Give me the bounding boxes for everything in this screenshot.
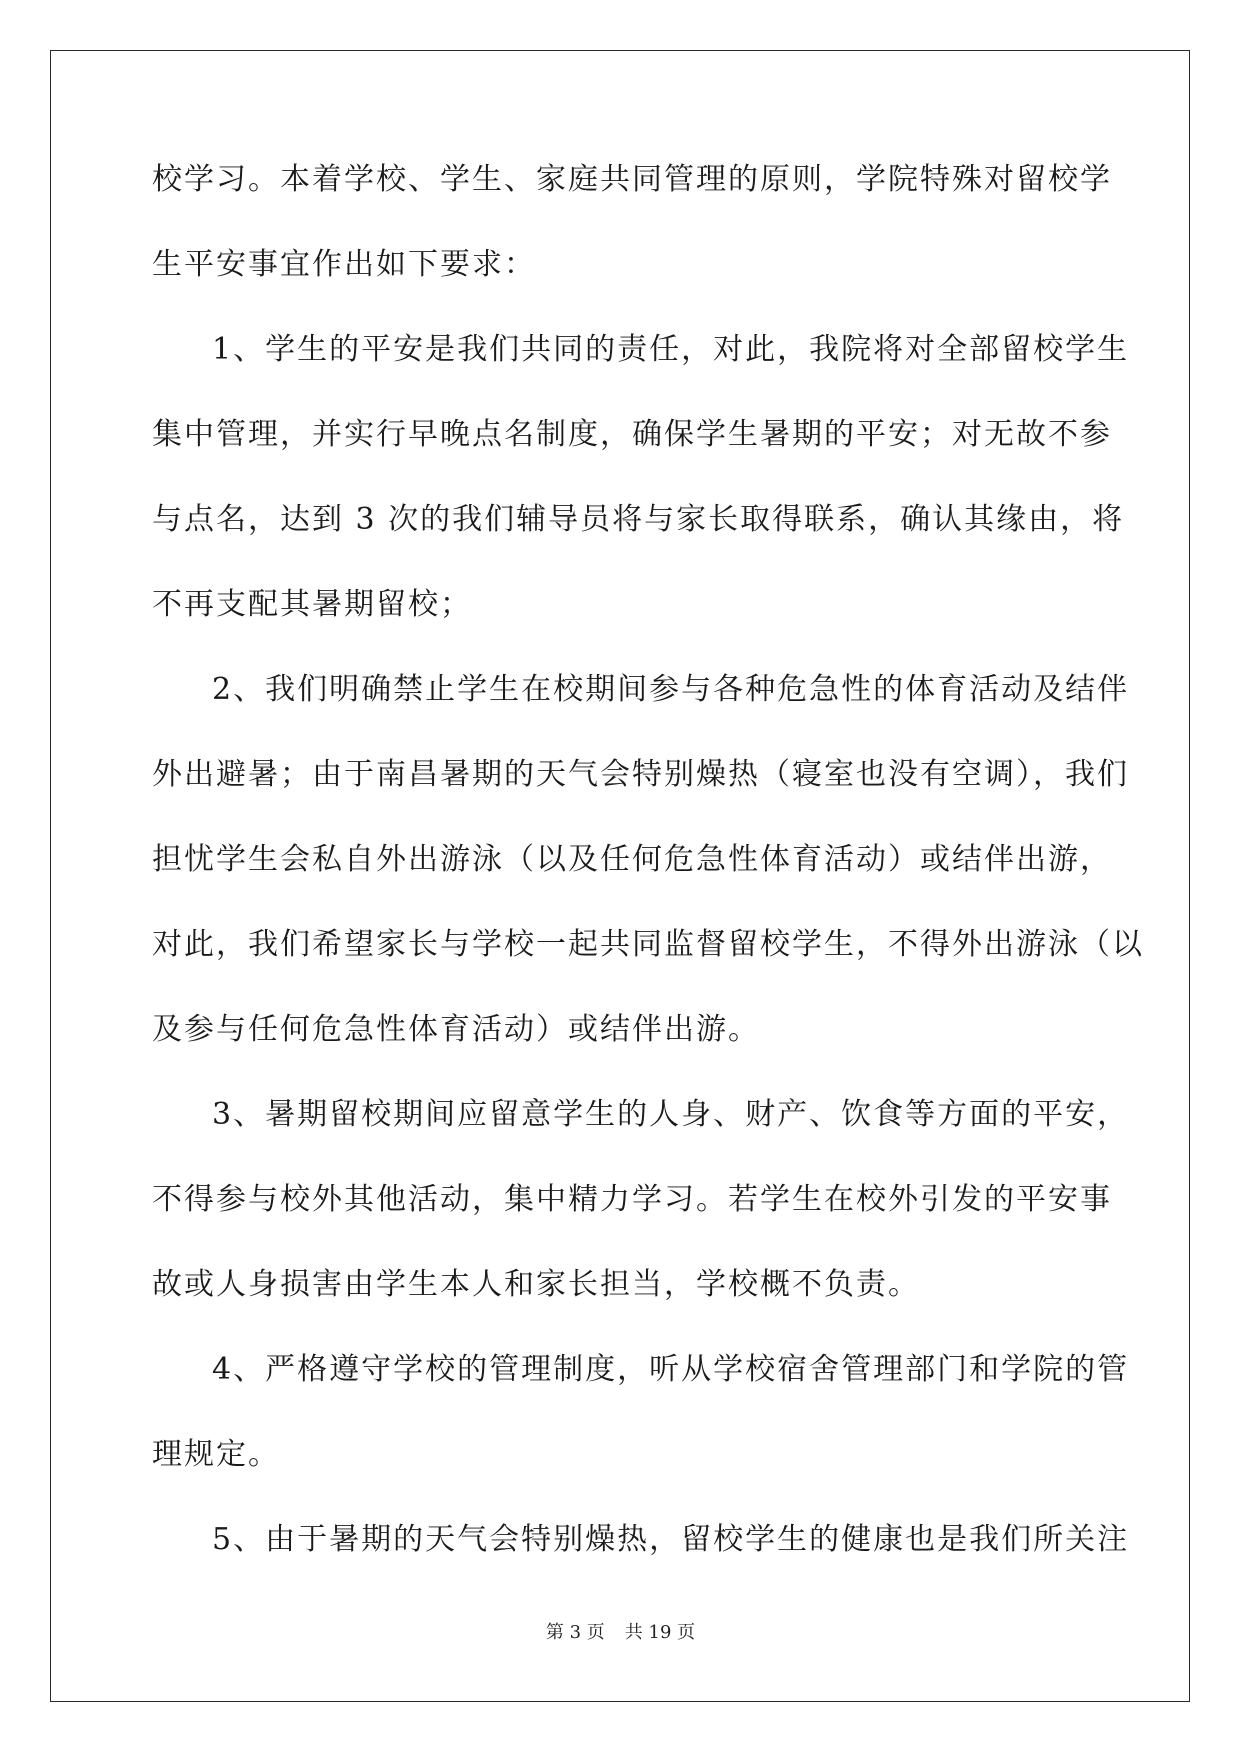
document-body: [152, 160, 1144, 1605]
text-line: 生平安事宜作出如下要求：: [152, 247, 536, 282]
paragraph-item-1: 1、学生的平安是我们共同的责任，对此，我院将对全部留校学生: [212, 332, 1130, 367]
text-line: 不得参与校外其他活动，集中精力学习。若学生在校外引发的平安事: [152, 1182, 1112, 1217]
text-line: 及参与任何危急性体育活动）或结伴出游。: [152, 1012, 760, 1047]
text-line: 外出避暑；由于南昌暑期的天气会特别燥热（寝室也没有空调），我们: [152, 757, 1129, 792]
text-line: 对此，我们希望家长与学校一起共同监督留校学生，不得外出游泳（以: [152, 927, 1144, 962]
text-line: 与点名，达到 3 次的我们辅导员将与家长取得联系，确认其缘由，将: [152, 502, 1125, 537]
paragraph-item-3: 3、暑期留校期间应留意学生的人身、财产、饮食等方面的平安，: [212, 1097, 1130, 1132]
paragraph-item-5: 5、由于暑期的天气会特别燥热，留校学生的健康也是我们所关注: [212, 1522, 1130, 1557]
paragraph-item-4: 4、严格遵守学校的管理制度，听从学校宿舍管理部门和学院的管: [212, 1352, 1130, 1387]
paragraph-item-2: 2、我们明确禁止学生在校期间参与各种危急性的体育活动及结伴: [212, 672, 1130, 707]
text-line: 校学习。本着学校、学生、家庭共同管理的原则，学院特殊对留校学: [152, 162, 1112, 197]
text-line: 集中管理，并实行早晚点名制度，确保学生暑期的平安；对无故不参: [152, 417, 1112, 452]
text-line: 故或人身损害由学生本人和家长担当，学校概不负责。: [152, 1267, 920, 1302]
text-line: 不再支配其暑期留校；: [152, 587, 472, 622]
page-total: 共 19 页: [624, 1622, 696, 1643]
page-footer: [0, 1621, 1241, 1645]
text-line: 理规定。: [152, 1437, 280, 1472]
page-number: 第 3 页: [545, 1622, 605, 1643]
text-line: 担忧学生会私自外出游泳（以及任何危急性体育活动）或结伴出游，: [152, 842, 1112, 877]
